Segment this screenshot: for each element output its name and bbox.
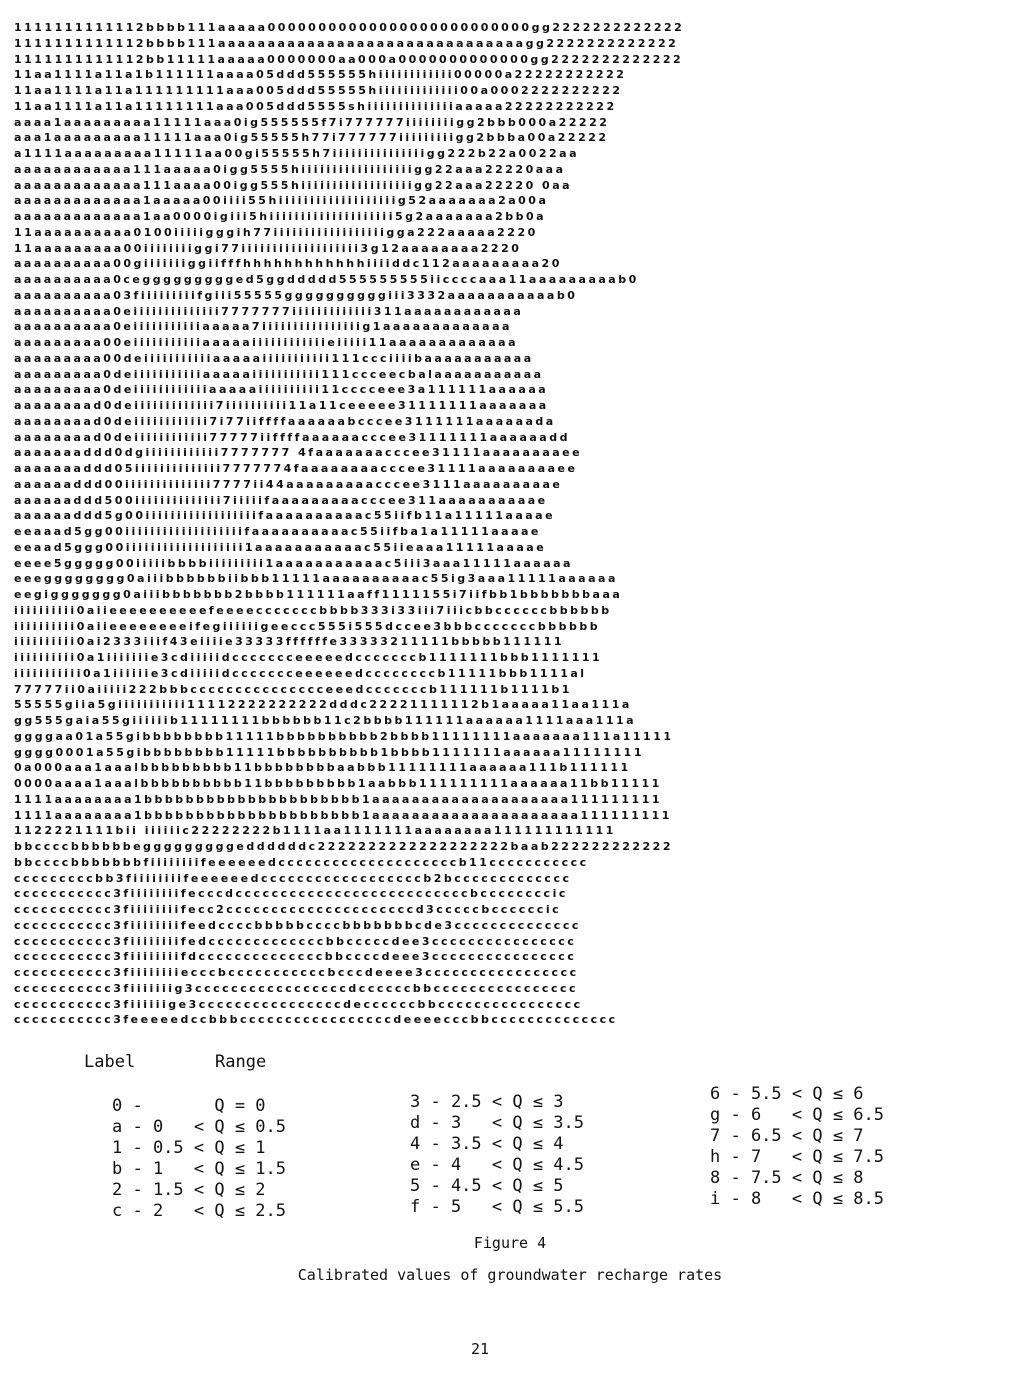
- grid-row: aaaaaaaaaaaaa111aaaa00igg555hiiiiiiiiiiiiiiiiiigg22aaa22220 0aa: [14, 178, 573, 192]
- grid-row: aaaaaaddd00iiiiiiiiiiiiii7777ii44aaaaaaaaacccee3111aaaaaaaaae: [14, 477, 563, 491]
- legend-entry: 1 - 0.5 < Q ≤ 1: [112, 1138, 266, 1158]
- figure-caption: Calibrated values of groundwater recharge rates: [297, 1266, 723, 1284]
- grid-row: 55555giia5giiiiiiiiiii11112222222222dddc22221111112b1aaaaa11aa111a: [14, 698, 632, 712]
- grid-row: cccccccccbb3fiiiiiiiifeeeeeedccccccccccccccccccb2bccccccccccccc: [14, 871, 572, 885]
- grid-row: iiiiiiiiii0aiieeeeeeeeeefeeeecccccccbbbb333i33iii7iiicbbccccccbbbbbb: [14, 603, 612, 617]
- grid-row: iiiiiiiiiii0a1iiiiiie3cdiiiiidccccccceeeeeedccccccccb11111bbb1111al: [14, 666, 587, 680]
- grid-row: iiiiiiiiii0ai2333iiif43eiiiie33333ffffffe33333211111bbbbb111111: [14, 635, 565, 649]
- grid-row: aaaaaaaad0deiiiiiiiiiiiii7iiiiiiiiii11a11ceeeee31111111aaaaaaa: [14, 399, 549, 412]
- grid-row: aaaaaaddd5g00iiiiiiiiiiiiiiiiiifaaaaaaaaaac55iifb11a11111aaaae: [14, 509, 556, 523]
- legend-entry: 3 - 2.5 < Q ≤ 3: [410, 1092, 564, 1112]
- grid-row: 11aa1111a11a11111111aaa005ddd5555shiiiiiiiiiiiiiiaaaaa22222222222: [14, 99, 617, 113]
- grid-row: eegiggggggg0aiiibbbbbbb2bbbb111111aaff1111155i7iifbb1bbbbbbbaaa: [14, 588, 623, 601]
- grid-row: bbccccbbbbbbbfiiiiiiiifeeeeeedccccccccccccccccccccb11ccccccccccc: [14, 855, 589, 869]
- grid-row: eeaaad5gg00iiiiiiiiiiiiiiiiiiifaaaaaaaaaac55iifba1a11111aaaae: [14, 525, 541, 538]
- legend-entry: h - 7 < Q ≤ 7.5: [710, 1147, 884, 1167]
- grid-row: aaaaaaaaaa0eiiiiiiiiiiiiii7777777iiiiiiiiiiiii311aaaaaaaaaaaa: [14, 304, 524, 318]
- legend-entry: 6 - 5.5 < Q ≤ 6: [710, 1084, 864, 1104]
- grid-row: ccccccccccc3fiiiiiige3ccccccccccccccccdeccccccbbcccccccccccccccc: [14, 997, 583, 1011]
- grid-row: ccccccccccc3fiiiiiiig3cccccccccccccccccdccccccbbcccccccccccccccc: [14, 981, 579, 995]
- grid-row: aaaaaaaaaa00giiiiiiiggiifffhhhhhhhhhhhhiiiiddc112aaaaaaaaa20: [14, 257, 562, 271]
- grid-row: 1111111111112bb11111aaaaa0000000aa000a0000000000000gg2222222222222: [14, 52, 684, 66]
- grid-row: ccccccccccc3fiiiiiiiifeedccccbbbbbccccbbbbbbbcde3cccccccccccccc: [14, 918, 581, 932]
- grid-row: bbccccbbbbbbegggggggggeddddddc2222222222222222222baab222222222222: [14, 840, 673, 853]
- recharge-character-map: [14, 20, 1010, 1028]
- grid-row: 0000aaaa1aaalbbbbbbbbbb11bbbbbbbbb1aabbb111111111aaaaaa11bb11111: [14, 777, 662, 790]
- grid-row: 11aaaaaaaaaa0100iiiiigggih77iiiiiiiiiiiiiiiiiigga222aaaaa2220: [14, 225, 538, 239]
- grid-row: eeegggggggg0aiiibbbbbbiibbb11111aaaaaaaaaac55ig3aaa11111aaaaaa: [14, 572, 618, 586]
- grid-row: a1111aaaaaaaaa11111aa00gi55555h7iiiiiiiiiiiiiiigg222b22a0022aa: [14, 147, 579, 160]
- legend-entry: 4 - 3.5 < Q ≤ 4: [410, 1134, 564, 1154]
- grid-row: 1111aaaaaaaa1bbbbbbbbbbbbbbbbbbbbb1aaaaaaaaaaaaaaaaaaaa111111111: [14, 792, 663, 806]
- legend-label-header: Label: [84, 1052, 136, 1072]
- legend-entry: f - 5 < Q ≤ 5.5: [410, 1197, 584, 1217]
- page-number: 21: [470, 1340, 490, 1358]
- grid-row: 1111111111112bbbb111aaaaa00000000000000000000000000gg2222222222222: [14, 21, 685, 34]
- grid-row: aaaa1aaaaaaaaa11111aaa0ig555555f7i777777iiiiiiiigg2bbb000a22222: [14, 115, 610, 129]
- figure-label: Figure 4: [473, 1234, 547, 1252]
- grid-row: 11aaaaaaaaa00iiiiiiiiggi77iiiiiiiiiiiiiiiiiii3g12aaaaaaaa2220: [14, 241, 522, 255]
- grid-row: aaaaaaaaa0deiiiiiiiiiiiiaaaaaiiiiiiiiii11cccceee3a111111aaaaaa: [14, 383, 549, 397]
- grid-row: 1111aaaaaaaa1bbbbbbbbbbbbbbbbbbbbb1aaaaaaaaaaaaaaaaaaaaa111111111: [14, 808, 672, 822]
- grid-row: aaaaaaaad0deiiiiiiiiiiii77777iiffffaaaaaacccee31111111aaaaaadd: [14, 430, 570, 444]
- grid-row: aaaaaaaad0deiiiiiiiiiiii7i77iiffffaaaaaabcccee3111111aaaaaada: [14, 414, 556, 428]
- grid-row: aaaaaaaaaa0eiiiiiiiiiiiaaaaa7iiiiiiiiiiiiiiiig1aaaaaaaaaaaaa: [14, 320, 512, 334]
- grid-row: aaaaaaaaaaaaa1aaaaa00iiii55hiiiiiiiiiiiiiiiiiiig52aaaaaaa2a00a: [14, 194, 549, 208]
- grid-row: aaaaaaaaaa03fiiiiiiiiifgiii55555ggggggggggiii3332aaaaaaaaaaab0: [14, 288, 578, 302]
- legend-entry: e - 4 < Q ≤ 4.5: [410, 1155, 584, 1175]
- grid-row: 0a000aaa1aaalbbbbbbbbb11bbbbbbbbaabbb11111111aaaaaa111b111111: [14, 761, 631, 775]
- grid-row: aaaaaaaaa00eiiiiiiiiiiiaaaaaiiiiiiiiiiiieiiiii11aaaaaaaaaaaaa: [14, 336, 519, 349]
- grid-row: ggggaa01a55gibbbbbbbb11111bbbbbbbbbb2bbbb11111111aaaaaaa111a11111: [14, 729, 674, 743]
- grid-row: ccccccccccc3feeeeedccbbbcccccccccccccccccdeeeecccbbcccccccccccccc: [14, 1013, 618, 1027]
- grid-row: gggg0001a55gibbbbbbbb11111bbbbbbbbbb1bbbb1111111aaaaaa11111111: [14, 745, 644, 759]
- legend-entry: g - 6 < Q ≤ 6.5: [710, 1105, 884, 1125]
- legend-entry: a - 0 < Q ≤ 0.5: [112, 1117, 286, 1137]
- grid-row: 1111111111112bbbb111aaaaaaaaaaaaaaaaaaaaaaaaaaaaaaagg2222222222222: [14, 36, 679, 50]
- grid-row: aaaaaaaddd05iiiiiiiiiiiiii7777774faaaaaaaacccee31111aaaaaaaaee: [14, 462, 578, 475]
- grid-row: aaa1aaaaaaaaa11111aaa0ig55555h77i777777iiiiiiiiigg2bbba00a22222: [14, 131, 609, 145]
- legend-entry: 8 - 7.5 < Q ≤ 8: [710, 1168, 864, 1188]
- grid-row: aaaaaaaaa00deiiiiiiiiiiiaaaaaiiiiiiiiiii111ccciiiibaaaaaaaaaaa: [14, 351, 534, 365]
- legend-entry: b - 1 < Q ≤ 1.5: [112, 1159, 286, 1179]
- legend-entry: 0 - Q = 0: [112, 1096, 266, 1116]
- grid-row: ccccccccccc3fiiiiiiiifedcccccccccccccbbcccccdee3cccccccccccccccc: [14, 934, 577, 948]
- grid-row: aaaaaaaaa0deiiiiiiiiiiiaaaaaiiiiiiiiiii111ccceecbalaaaaaaaaaaa: [14, 367, 544, 381]
- legend-entry: c - 2 < Q ≤ 2.5: [112, 1201, 286, 1221]
- grid-row: aaaaaaaaaaaaa1aa0000igiii5hiiiiiiiiiiiiiiiiiiii5g2aaaaaaa2bb0a: [14, 210, 547, 223]
- grid-row: eeee5ggggg00iiiiibbbbiiiiiiiii1aaaaaaaaaaac5iii3aaa11111aaaaaa: [14, 556, 573, 570]
- grid-row: 11aa1111a11a111111111aaa005ddd55555hiiiiiiiiiiiii00a0002222222222: [14, 84, 623, 97]
- grid-row: 77777ii0aiiiii222bbbccccccccccccccceeedcccccccb111111b1111b1: [14, 682, 572, 696]
- grid-row: aaaaaaaaaa0ceggggggggged5ggddddd555555555iiccccaaa11aaaaaaaaab0: [14, 273, 639, 286]
- grid-row: aaaaaaddd500iiiiiiiiiiiiii7iiiiifaaaaaaaaacccee311aaaaaaaaaae: [14, 493, 548, 507]
- grid-row: ccccccccccc3fiiiiiiiiecccbcccccccccccbcccdeeee3ccccccccccccccccc: [14, 966, 579, 979]
- legend-entry: 2 - 1.5 < Q ≤ 2: [112, 1180, 266, 1200]
- grid-row: aaaaaaaddd0dgiiiiiiiiiiii7777777 4faaaaaaacccee31111aaaaaaaaee: [14, 446, 583, 460]
- grid-row: ccccccccccc3fiiiiiiiifecccdccccccccccccccccccccccccccbccccccccic: [14, 887, 568, 901]
- grid-row: 1122221111bii iiiiiic22222222b1111aa1111111aaaaaaaa111111111111: [14, 824, 616, 838]
- grid-row: 11aa1111a11a1b111111aaaa05ddd555555hiiiiiiiiiiii00000a22222222222: [14, 68, 627, 82]
- legend-entry: 5 - 4.5 < Q ≤ 5: [410, 1176, 564, 1196]
- grid-row: aaaaaaaaaaaa111aaaaa0igg5555hiiiiiiiiiiiiiiiiiigg22aaa22220aaa: [14, 162, 566, 176]
- legend-entry: i - 8 < Q ≤ 8.5: [710, 1189, 884, 1209]
- grid-row: iiiiiiiiii0a1iiiiiiie3cdiiiiidccccccceeeeedcccccccb1111111bbb1111111: [14, 651, 603, 664]
- legend-column-1: [112, 1096, 286, 1222]
- legend-range-header: Range: [215, 1052, 267, 1072]
- grid-row: iiiiiiiiii0aiieeeeeeeeifegiiiiiigeeccc555i555dccee3bbbcccccccbbbbbb: [14, 619, 601, 633]
- legend-entry: d - 3 < Q ≤ 3.5: [410, 1113, 584, 1133]
- legend-column-3: [710, 1084, 884, 1210]
- grid-row: ccccccccccc3fiiiiiiiifecc2cccccccccccccccccccccd3cccccbccccccic: [14, 903, 562, 916]
- grid-row: ccccccccccc3fiiiiiiiifdccccccccccccccbbccccdeee3cccccccccccccccc: [14, 950, 577, 964]
- legend-entry: 7 - 6.5 < Q ≤ 7: [710, 1126, 864, 1146]
- legend-column-2: [410, 1092, 584, 1218]
- grid-row: gg555gaia55giiiiiib11111111bbbbbb11c2bbbb111111aaaaaa1111aaa111a: [14, 714, 637, 727]
- grid-row: eeaad5ggg00iiiiiiiiiiiiiiiiiii1aaaaaaaaaaac55iieaaa11111aaaae: [14, 540, 547, 554]
